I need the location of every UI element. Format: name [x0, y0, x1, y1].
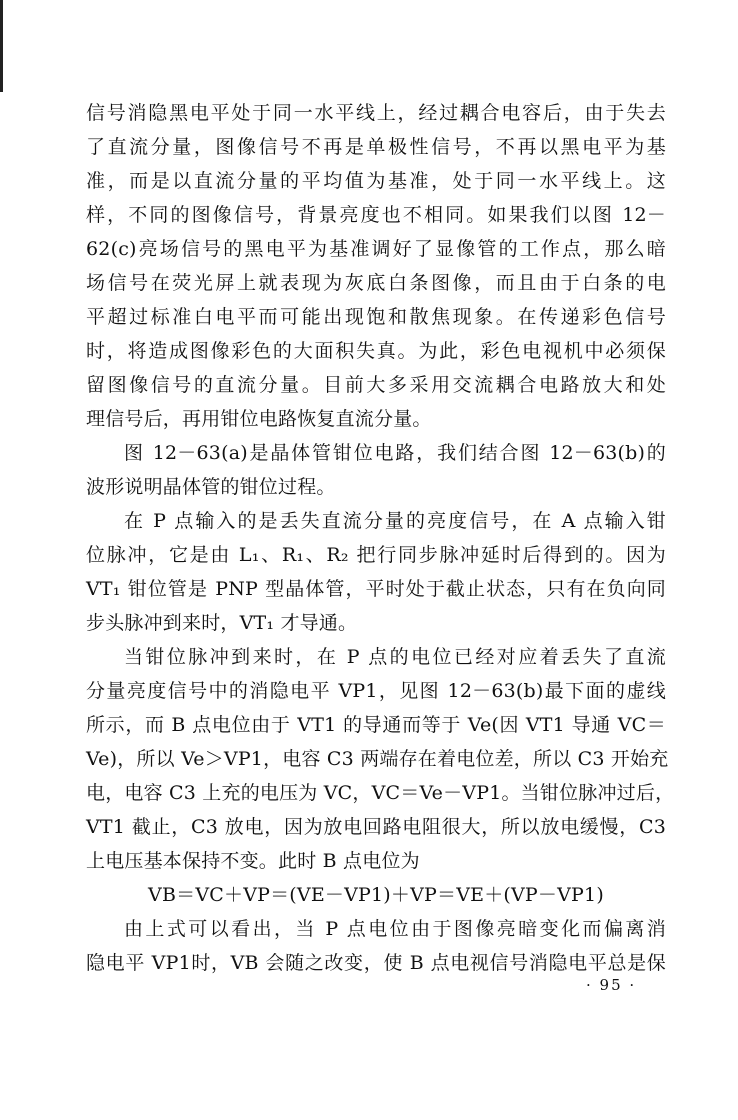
- text-line: 62(c)亮场信号的黑电平为基准调好了显像管的工作点，那么暗: [86, 238, 666, 260]
- document-page: [86, 96, 675, 980]
- paragraph-2: [86, 436, 666, 504]
- text-line: 了直流分量，图像信号不再是单极性信号，不再以黑电平为基: [86, 136, 666, 158]
- text-line: 分量亮度信号中的消隐电平 VP1，见图 12－63(b)最下面的虚线: [86, 680, 666, 702]
- text-line: 步头脉冲到来时，VT₁ 才导通。: [86, 612, 358, 634]
- text-line: 在 P 点输入的是丢失直流分量的亮度信号，在 A 点输入钳: [124, 510, 666, 532]
- paragraph-5: [86, 912, 666, 980]
- text-line: Ve)，所以 Ve＞VP1，电容 C3 两端存在着电位差，所以 C3 开始充: [86, 748, 669, 770]
- text-line: 理信号后，再用钳位电路恢复直流分量。: [86, 408, 432, 430]
- text-line: VT₁ 钳位管是 PNP 型晶体管，平时处于截止状态，只有在负向同: [86, 578, 666, 600]
- formula: VB＝VC＋VP＝(VE－VP1)＋VP＝VE＋(VP－VP1): [148, 884, 604, 906]
- page-edge-mark: [0, 0, 3, 92]
- paragraph-4: [86, 640, 675, 878]
- text-line: 信号消隐黑电平处于同一水平线上，经过耦合电容后，由于失去: [86, 102, 666, 124]
- text-line: 上电压基本保持不变。此时 B 点电位为: [86, 850, 420, 872]
- text-line: 波形说明晶体管的钳位过程。: [86, 476, 336, 498]
- text-line: 留图像信号的直流分量。目前大多采用交流耦合电路放大和处: [86, 374, 666, 396]
- text-line: 图 12－63(a)是晶体管钳位电路，我们结合图 12－63(b)的: [124, 442, 666, 464]
- text-line: 准，而是以直流分量的平均值为基准，处于同一水平线上。这: [86, 170, 666, 192]
- text-line: 场信号在荧光屏上就表现为灰底白条图像，而且由于白条的电: [86, 272, 666, 294]
- text-line: 平超过标准白电平而可能出现饱和散焦现象。在传递彩色信号: [86, 306, 666, 328]
- page-number: · 95 ·: [586, 976, 637, 994]
- paragraph-1: [86, 96, 666, 436]
- text-line: 当钳位脉冲到来时，在 P 点的电位已经对应着丢失了直流: [124, 646, 666, 668]
- text-line: 时，将造成图像彩色的大面积失真。为此，彩色电视机中必须保: [86, 340, 666, 362]
- text-line: 所示，而 B 点电位由于 VT1 的导通而等于 Ve(因 VT1 导通 VC＝: [86, 714, 666, 736]
- text-line: 电，电容 C3 上充的电压为 VC，VC＝Ve－VP1。当钳位脉冲过后，: [86, 782, 675, 804]
- text-line: 样，不同的图像信号，背景亮度也不相同。如果我们以图 12－: [86, 204, 666, 226]
- paragraph-3: [86, 504, 666, 640]
- text-line: VT1 截止，C3 放电，因为放电回路电阻很大，所以放电缓慢，C3: [86, 816, 666, 838]
- text-line: 隐电平 VP1时，VB 会随之改变，使 B 点电视信号消隐电平总是保: [86, 952, 666, 974]
- text-line: 位脉冲，它是由 L₁、R₁、R₂ 把行同步脉冲延时后得到的。因为: [86, 544, 666, 566]
- text-line: 由上式可以看出，当 P 点电位由于图像亮暗变化而偏离消: [124, 918, 666, 940]
